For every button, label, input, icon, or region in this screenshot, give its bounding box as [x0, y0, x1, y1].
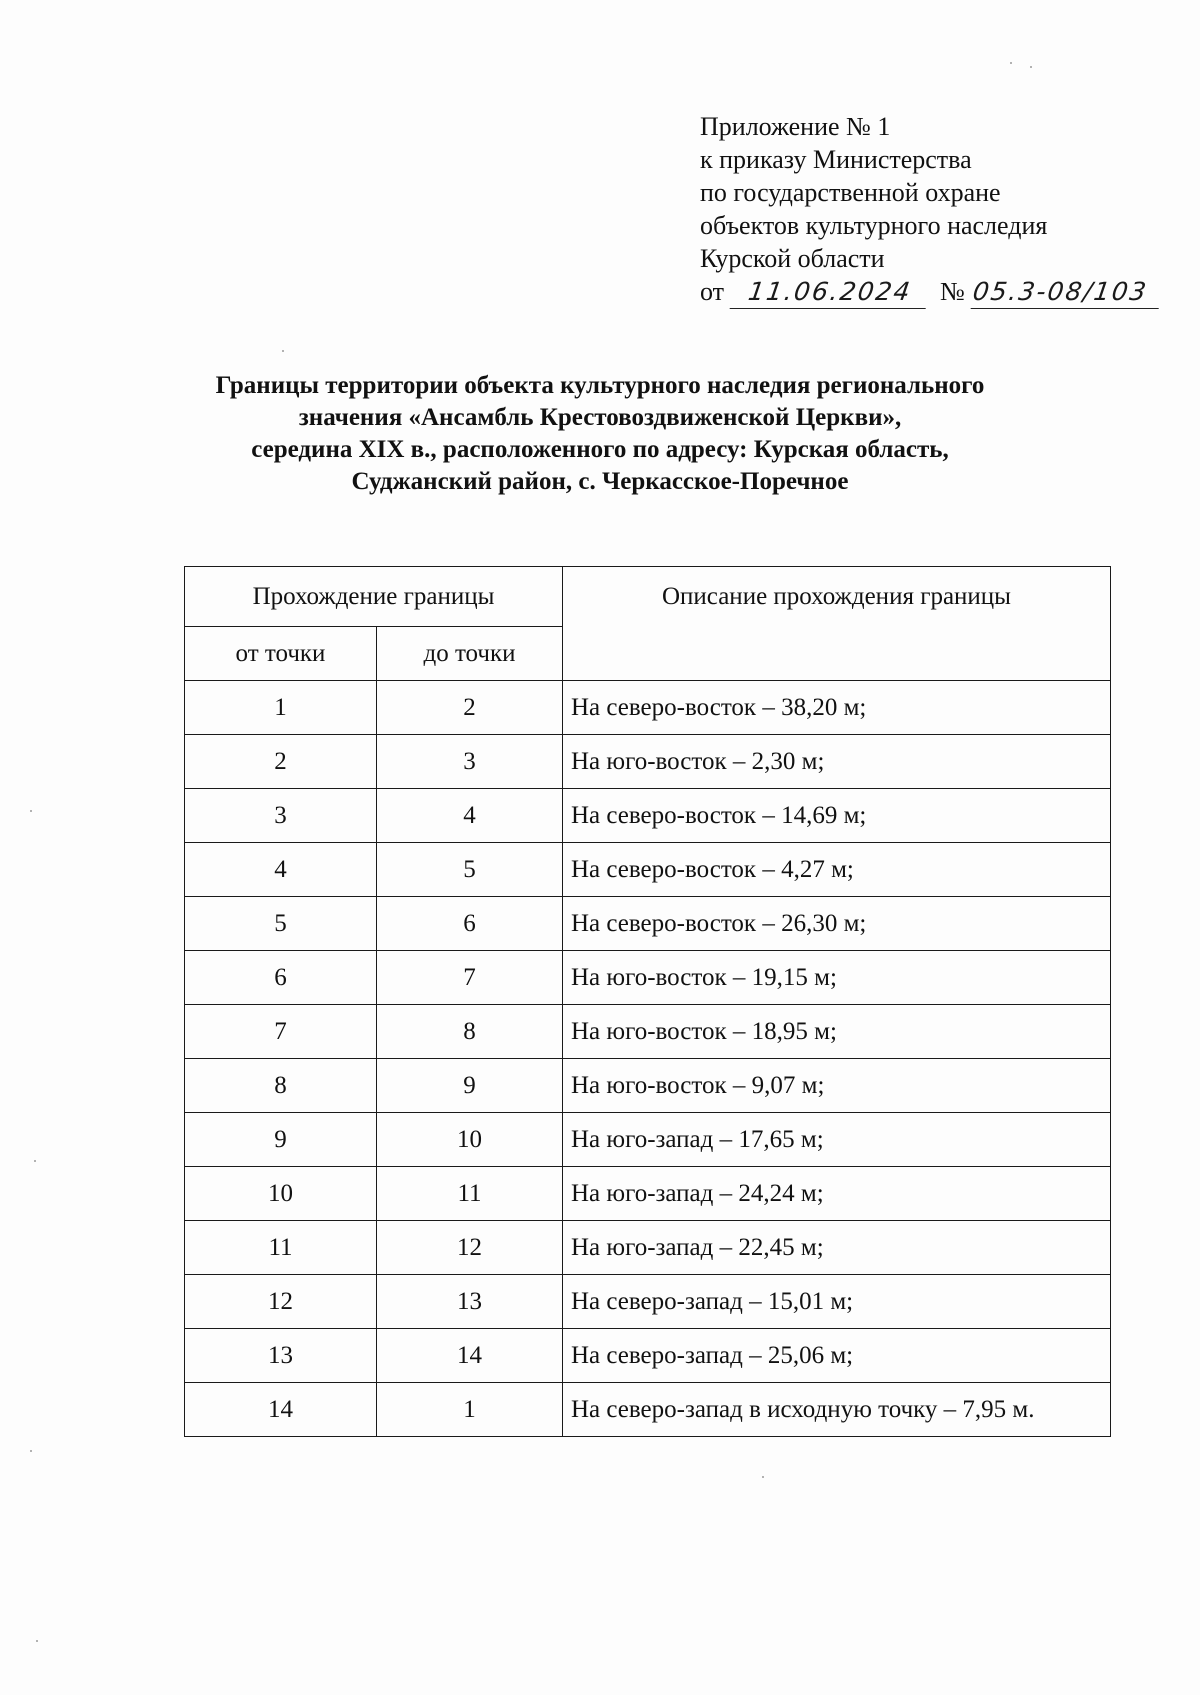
cell-description: На северо-запад – 25,06 м;	[563, 1329, 1111, 1383]
header-description: Описание прохождения границы	[563, 567, 1111, 681]
cell-from-point: 10	[185, 1167, 377, 1221]
table-row	[185, 951, 1111, 1005]
cell-from-point: 11	[185, 1221, 377, 1275]
cell-to-point: 6	[377, 897, 563, 951]
cell-to-point: 7	[377, 951, 563, 1005]
annex-line-protection: по государственной охране	[700, 178, 1001, 207]
cell-description: На юго-восток – 18,95 м;	[563, 1005, 1111, 1059]
cell-from-point: 6	[185, 951, 377, 1005]
scan-speck	[1030, 66, 1032, 68]
scan-speck	[282, 350, 284, 352]
annex-title: Приложение № 1	[700, 112, 891, 141]
cell-from-point: 2	[185, 735, 377, 789]
table-row	[185, 1113, 1111, 1167]
handwritten-order-number: 05.3-08/103	[970, 275, 1163, 309]
cell-from-point: 3	[185, 789, 377, 843]
scan-speck	[34, 1160, 36, 1162]
annex-line-heritage: объектов культурного наследия	[700, 211, 1048, 240]
cell-description: На северо-восток – 26,30 м;	[563, 897, 1111, 951]
cell-to-point: 5	[377, 843, 563, 897]
table-row	[185, 1167, 1111, 1221]
table-row	[185, 1275, 1111, 1329]
cell-from-point: 12	[185, 1275, 377, 1329]
table-row	[185, 1383, 1111, 1437]
table-row	[185, 789, 1111, 843]
table-row	[185, 681, 1111, 735]
cell-from-point: 4	[185, 843, 377, 897]
cell-from-point: 13	[185, 1329, 377, 1383]
table-row	[185, 843, 1111, 897]
cell-from-point: 1	[185, 681, 377, 735]
cell-description: На юго-запад – 17,65 м;	[563, 1113, 1111, 1167]
cell-description: На северо-восток – 14,69 м;	[563, 789, 1111, 843]
cell-to-point: 13	[377, 1275, 563, 1329]
cell-description: На северо-восток – 38,20 м;	[563, 681, 1111, 735]
boundary-table-container	[184, 566, 1110, 1437]
cell-to-point: 3	[377, 735, 563, 789]
cell-description: На юго-восток – 9,07 м;	[563, 1059, 1111, 1113]
order-date-number-line	[700, 275, 1170, 309]
header-from-point: от точки	[185, 627, 377, 681]
cell-description: На северо-восток – 4,27 м;	[563, 843, 1111, 897]
cell-from-point: 7	[185, 1005, 377, 1059]
boundary-table-body	[185, 681, 1111, 1437]
number-label: №	[940, 277, 965, 306]
annex-header	[700, 110, 1170, 309]
table-row	[185, 735, 1111, 789]
cell-to-point: 14	[377, 1329, 563, 1383]
handwritten-order-date: 11.06.2024	[730, 275, 931, 309]
cell-to-point: 8	[377, 1005, 563, 1059]
table-row	[185, 897, 1111, 951]
cell-from-point: 9	[185, 1113, 377, 1167]
cell-description: На юго-запад – 24,24 м;	[563, 1167, 1111, 1221]
cell-to-point: 1	[377, 1383, 563, 1437]
annex-line-region: Курской области	[700, 244, 885, 273]
cell-description: На юго-запад – 22,45 м;	[563, 1221, 1111, 1275]
annex-line-order: к приказу Министерства	[700, 145, 972, 174]
scan-speck	[1010, 62, 1012, 64]
cell-to-point: 11	[377, 1167, 563, 1221]
cell-to-point: 2	[377, 681, 563, 735]
cell-description: На северо-запад в исходную точку – 7,95 м.	[563, 1383, 1111, 1437]
cell-description: На юго-восток – 2,30 м;	[563, 735, 1111, 789]
cell-description: На северо-запад – 15,01 м;	[563, 1275, 1111, 1329]
cell-to-point: 9	[377, 1059, 563, 1113]
header-to-point: до точки	[377, 627, 563, 681]
cell-description: На юго-восток – 19,15 м;	[563, 951, 1111, 1005]
table-row	[185, 1221, 1111, 1275]
cell-from-point: 5	[185, 897, 377, 951]
table-row	[185, 1005, 1111, 1059]
scan-speck	[30, 810, 32, 812]
title-line-2: значения «Ансамбль Крестовоздвиженской Церкви»,	[298, 404, 902, 431]
cell-from-point: 14	[185, 1383, 377, 1437]
title-line-3: середина XIX в., расположенного по адресу: Курская область,	[251, 436, 949, 463]
cell-from-point: 8	[185, 1059, 377, 1113]
boundary-table	[184, 566, 1111, 1437]
scan-speck	[36, 1640, 38, 1642]
from-label: от	[700, 277, 725, 306]
title-line-4: Суджанский район, с. Черкасское-Поречное	[351, 468, 849, 495]
title-line-1: Границы территории объекта культурного наследия регионального	[215, 372, 985, 399]
table-row	[185, 1329, 1111, 1383]
scan-speck	[30, 1450, 32, 1452]
cell-to-point: 10	[377, 1113, 563, 1167]
document-title	[140, 370, 1060, 498]
table-row	[185, 1059, 1111, 1113]
header-boundary-passage: Прохождение границы	[185, 567, 563, 627]
cell-to-point: 4	[377, 789, 563, 843]
cell-to-point: 12	[377, 1221, 563, 1275]
scan-speck	[762, 1476, 764, 1478]
